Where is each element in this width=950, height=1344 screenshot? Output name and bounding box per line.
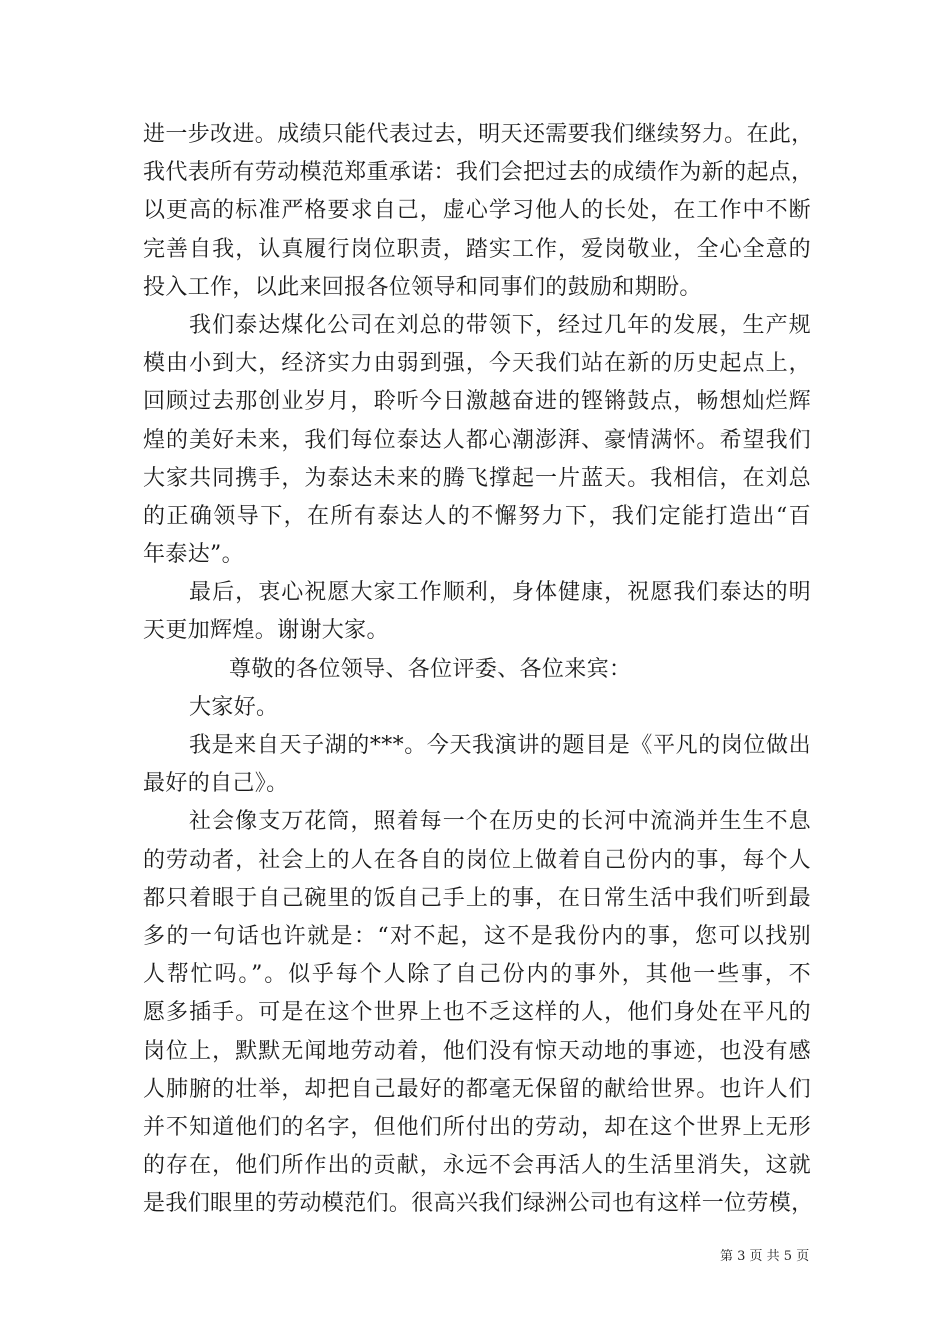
- text-line: 年泰达”。: [143, 542, 244, 568]
- text-line: 岗位上，默默无闻地劳动着，他们没有惊天动地的事迹，也没有感: [143, 1038, 811, 1064]
- text-line: 社会像支万花筒，照着每一个在历史的长河中流淌并生生不息: [189, 809, 811, 835]
- text-line: 模由小到大，经济实力由弱到强，今天我们站在新的历史起点上，: [143, 351, 811, 377]
- text-line: 多的一句话也许就是：“对不起，这不是我份内的事，您可以找别: [143, 923, 811, 949]
- text-line: 最好的自己》。: [143, 771, 289, 797]
- text-line: 最后，衷心祝愿大家工作顺利，身体健康，祝愿我们泰达的明: [189, 580, 811, 606]
- text-line: 是我们眼里的劳动模范们。很高兴我们绿洲公司也有这样一位劳模，: [143, 1191, 814, 1217]
- page-number-footer: 第 3 页 共 5 页: [720, 1249, 810, 1264]
- text-line: 煌的美好未来，我们每位泰达人都心潮澎湃、豪情满怀。希望我们: [143, 427, 811, 453]
- text-line: 大家共同携手，为泰达未来的腾飞撑起一片蓝天。我相信，在刘总: [143, 465, 811, 491]
- text-line: 尊敬的各位领导、各位评委、各位来宾：: [229, 656, 632, 682]
- text-line: 天更加辉煌。谢谢大家。: [143, 618, 389, 644]
- text-line: 以更高的标准严格要求自己，虚心学习他人的长处，在工作中不断: [143, 198, 811, 224]
- document-body: [143, 116, 814, 1223]
- text-line: 大家好。: [189, 694, 279, 720]
- text-line: 都只着眼于自己碗里的饭自己手上的事，在日常生活中我们听到最: [143, 885, 811, 911]
- text-line: 的存在，他们所作出的贡献，永远不会再活人的生活里消失，这就: [143, 1153, 811, 1179]
- text-line: 人帮忙吗。”。似乎每个人除了自己份内的事外，其他一些事，不: [143, 962, 811, 988]
- text-line: 的劳动者，社会上的人在各自的岗位上做着自己份内的事，每个人: [143, 847, 811, 873]
- text-line: 我们泰达煤化公司在刘总的带领下，经过几年的发展，生产规: [189, 312, 811, 338]
- text-line: 进一步改进。成绩只能代表过去，明天还需要我们继续努力。在此，: [143, 122, 814, 147]
- text-line: 我代表所有劳动模范郑重承诺：我们会把过去的成绩作为新的起点，: [143, 160, 814, 186]
- text-line: 愿多插手。可是在这个世界上也不乏这样的人，他们身处在平凡的: [143, 1000, 811, 1026]
- text-line: 的正确领导下，在所有泰达人的不懈努力下，我们定能打造出“百: [143, 503, 811, 529]
- text-line: 人肺腑的壮举，却把自己最好的都毫无保留的献给世界。也许人们: [143, 1076, 811, 1102]
- text-line: 完善自我，认真履行岗位职责，踏实工作，爱岗敬业，全心全意的: [143, 236, 811, 262]
- text-line: 投入工作，以此来回报各位领导和同事们的鼓励和期盼。: [143, 274, 702, 300]
- text-line: 回顾过去那创业岁月，聆听今日激越奋进的铿锵鼓点，畅想灿烂辉: [143, 389, 811, 415]
- text-line: 并不知道他们的名字，但他们所付出的劳动，却在这个世界上无形: [143, 1114, 811, 1140]
- text-line: 我是来自天子湖的***。今天我演讲的题目是《平凡的岗位做出: [189, 733, 811, 758]
